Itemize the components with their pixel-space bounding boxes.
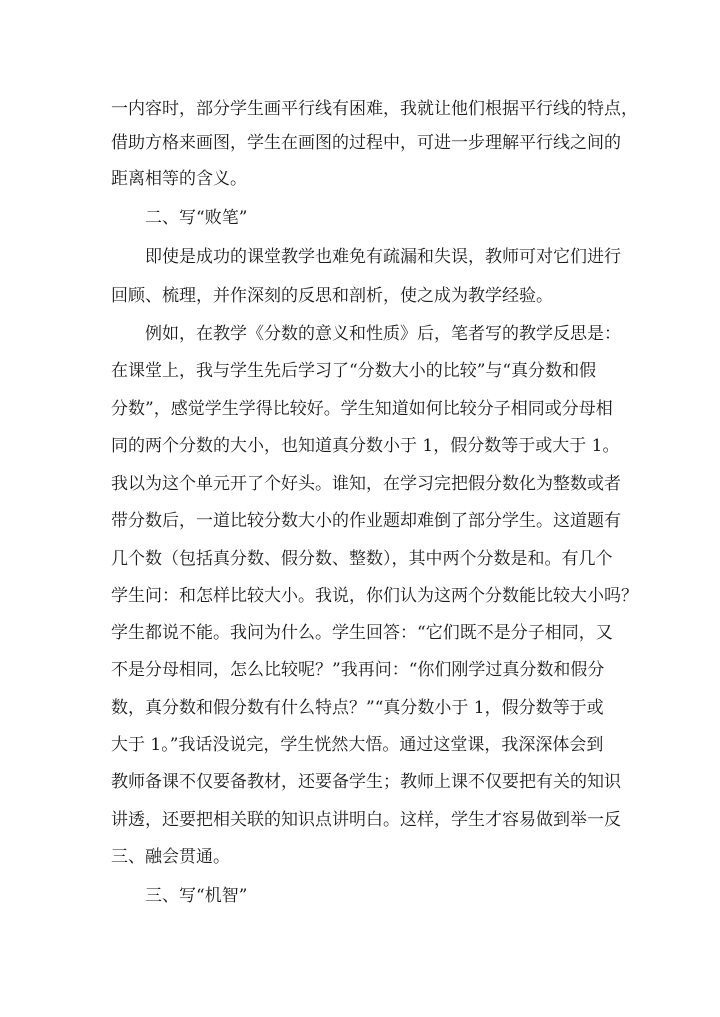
line-text: 即使是成功的课堂教学也难免有疏漏和失误，教师可对它们进行 — [145, 247, 621, 267]
text-line-13 — [0, 547, 720, 571]
text-line-20 — [0, 808, 720, 832]
text-line-15 — [0, 621, 720, 645]
text-line-3 — [0, 167, 720, 191]
heading-text: 二、写“败笔” — [145, 208, 248, 228]
section-heading-3 — [0, 884, 720, 908]
heading-text: 三、写“机智” — [145, 886, 248, 906]
line-text: 借助方格来画图，学生在画图的过程中，可进一步理解平行线之间的 — [111, 133, 621, 153]
text-line-6 — [0, 284, 720, 308]
line-text: 不是分母相同，怎么比较呢？”我再问：“你们刚学过真分数和假分 — [111, 660, 605, 680]
text-line-16 — [0, 658, 720, 682]
line-text: 分数”，感觉学生学得比较好。学生知道如何比较分子相同或分母相 — [111, 399, 613, 419]
text-line-9 — [0, 397, 720, 421]
text-line-10 — [0, 434, 720, 458]
text-line-18 — [0, 733, 720, 757]
line-text: 讲透，还要把相关联的知识点讲明白。这样，学生才容易做到举一反 — [111, 810, 621, 830]
line-text: 一内容时，部分学生画平行线有困难，我就让他们根据平行线的特点， — [111, 99, 638, 119]
text-line-5 — [0, 245, 720, 269]
line-text: 学生问：和怎样比较大小。我说，你们认为这两个分数能比较大小吗？ — [111, 586, 638, 606]
text-line-8 — [0, 359, 720, 383]
text-line-17 — [0, 696, 720, 720]
line-text: 例如，在教学《分数的意义和性质》后，笔者写的教学反思是： — [145, 324, 621, 344]
line-text: 教师备课不仅要备教材，还要备学生；教师上课不仅要把有关的知识 — [111, 772, 621, 792]
text-line-21 — [0, 845, 720, 869]
line-text: 数，真分数和假分数有什么特点？”“真分数小于 1，假分数等于或 — [111, 698, 604, 718]
line-text: 同的两个分数的大小，也知道真分数小于 1，假分数等于或大于 1。 — [111, 436, 620, 456]
line-text: 在课堂上，我与学生先后学习了“分数大小的比较”与“真分数和假 — [111, 361, 597, 381]
text-line-2 — [0, 131, 720, 155]
line-text: 学生都说不能。我问为什么。学生回答：“它们既不是分子相同，又 — [111, 623, 613, 643]
text-line-7 — [0, 322, 720, 346]
line-text: 距离相等的含义。 — [111, 169, 247, 189]
text-line-1 — [0, 97, 720, 121]
line-text: 带分数后，一道比较分数大小的作业题却难倒了部分学生。这道题有 — [111, 511, 621, 531]
line-text: 大于 1。”我话没说完，学生恍然大悟。通过这堂课，我深深体会到 — [111, 735, 604, 755]
section-heading-2 — [0, 206, 720, 230]
text-line-12 — [0, 509, 720, 533]
line-text: 几个数（包括真分数、假分数、整数），其中两个分数是和。有几个 — [111, 549, 613, 569]
text-line-14 — [0, 584, 720, 608]
line-text: 回顾、梳理，并作深刻的反思和剖析，使之成为教学经验。 — [111, 286, 553, 306]
text-line-19 — [0, 770, 720, 794]
line-text: 我以为这个单元开了个好头。谁知，在学习完把假分数化为整数或者 — [111, 474, 621, 494]
text-line-11 — [0, 472, 720, 496]
line-text: 三、融会贯通。 — [111, 847, 230, 867]
